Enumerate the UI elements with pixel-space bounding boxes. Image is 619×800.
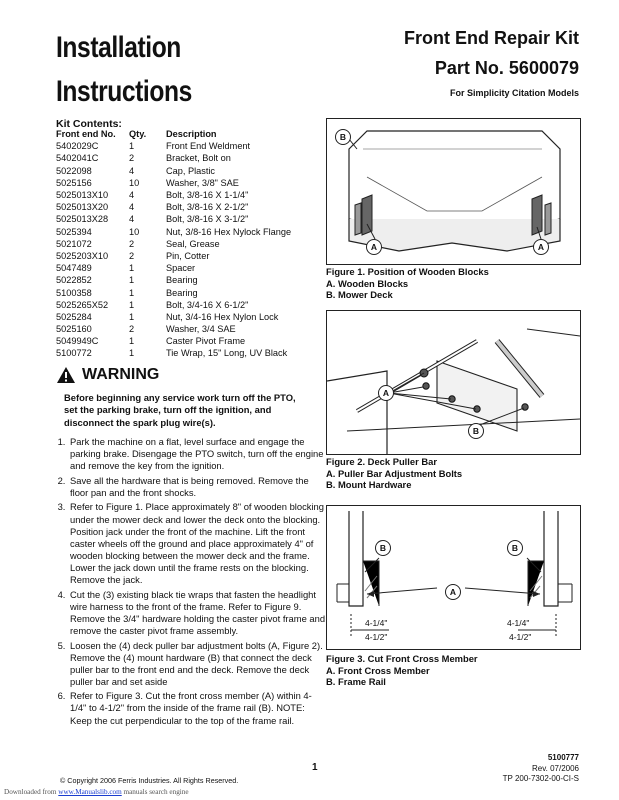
description-cell: Bearing <box>166 287 198 298</box>
callout-a-left: A <box>366 239 382 255</box>
quantity-cell: 10 <box>129 226 140 237</box>
part-number-cell: 5022852 <box>56 275 92 286</box>
warning-triangle-icon <box>56 366 76 384</box>
description-cell: Seal, Grease <box>166 238 220 249</box>
table-row <box>56 323 291 335</box>
col-desc-header: Description <box>166 129 217 140</box>
warning-text: Before beginning any service work turn off the PTO, set the parking brake, turn off the ignition, and disconnect the spark plug wire(s). <box>64 392 296 428</box>
table-row <box>56 165 291 177</box>
table-row <box>56 347 291 359</box>
manualslib-link[interactable]: www.Manualslib.com <box>58 788 122 796</box>
callout-b-right: B <box>507 540 523 556</box>
table-row <box>56 274 291 286</box>
part-number-cell: 5022098 <box>56 165 92 176</box>
table-row <box>56 250 291 262</box>
description-cell: Washer, 3/8" SAE <box>166 177 239 188</box>
copyright-notice: © Copyright 2006 Ferris Industries. All Rights Reserved. <box>60 776 239 785</box>
description-cell: Spacer <box>166 263 196 274</box>
quantity-cell: 2 <box>129 324 135 335</box>
col-qty-header: Qty. <box>129 129 147 140</box>
kit-contents-heading: Kit Contents: <box>56 118 122 130</box>
table-row <box>56 299 291 311</box>
figure-1-caption <box>326 266 489 301</box>
kit-contents-table <box>56 128 291 360</box>
revision-date: Rev. 07/2006 <box>532 763 579 773</box>
part-number-cell: 5025160 <box>56 324 92 335</box>
kit-name: Front End Repair Kit <box>404 28 579 48</box>
description-cell: Bolt, 3/8-16 X 3-1/2" <box>166 214 249 225</box>
dimension-left-top: 4-1/4" <box>365 618 388 628</box>
quantity-cell: 2 <box>129 250 135 261</box>
page-number: 1 <box>312 762 318 773</box>
description-cell: Bolt, 3/8-16 X 2-1/2" <box>166 202 249 213</box>
step-item: 6. Refer to Figure 3. Cut the front cross member (A) within 4-1/4" to 4-1/2" from the inside of the frame rail (B). NOTE: Keep the cut perpendicular to the top of the frame rail. <box>68 690 326 726</box>
step-item: 1. Park the machine on a flat, level surface and engage the parking brake. Disengage the PTO switch, turn off the engine and remove the key from the ignition. <box>68 436 326 472</box>
part-number-cell: 5021072 <box>56 238 92 249</box>
part-number-cell: 5025284 <box>56 311 92 322</box>
document-identifiers <box>503 753 579 785</box>
caption-title: Figure 2. Deck Puller Bar <box>326 456 437 467</box>
table-row <box>56 189 291 201</box>
description-cell: Nut, 3/4-16 Hex Nylon Lock <box>166 311 279 322</box>
callout-b-left: B <box>375 540 391 556</box>
table-row <box>56 238 291 250</box>
figure-2-caption <box>326 456 462 491</box>
download-notice <box>4 788 189 796</box>
title-line-1: Installation <box>56 31 181 64</box>
table-row <box>56 262 291 274</box>
description-cell: Tie Wrap, 15" Long, UV Black <box>166 348 288 359</box>
part-number-cell: 5100358 <box>56 287 92 298</box>
quantity-cell: 4 <box>129 202 135 213</box>
caption-line-a: A. Wooden Blocks <box>326 277 409 289</box>
part-number-cell: 5025265X52 <box>56 299 109 310</box>
quantity-cell: 1 <box>129 275 135 286</box>
part-number-cell: 5025203X10 <box>56 250 109 261</box>
part-number: Part No. 5600079 <box>434 58 579 78</box>
description-cell: Caster Pivot Frame <box>166 336 246 347</box>
quantity-cell: 1 <box>129 348 135 359</box>
caption-line-b: B. Mower Deck <box>326 289 393 301</box>
step-item: 5. Loosen the (4) deck puller bar adjustment bolts (A, Figure 2). Remove the (4) mount hardware (B) that connect the deck puller bar to the front end and the deck. Remove the deck puller bar and set aside <box>68 640 326 688</box>
step-item: 3. Refer to Figure 1. Place approximately 8" of wooden blocking under the mower deck and lower the deck onto the blocking. Position jack under the front of the machine. Lift the front caster wheels off the ground and place approximately 4" of wooden blocking between the mower deck and the frame. Lower the jack down until the frame rests on the blocking. Remove the jack. <box>68 501 326 586</box>
description-cell: Nut, 3/8-16 Hex Nylock Flange <box>166 226 292 237</box>
dimension-left-bottom: 4-1/2" <box>365 632 388 642</box>
part-number-cell: 5049949C <box>56 336 99 347</box>
figure-2-illustration <box>326 310 581 455</box>
table-row <box>56 213 291 225</box>
part-number-cell: 5025013X10 <box>56 190 109 201</box>
table-row <box>56 177 291 189</box>
caption-line-b: B. Mount Hardware <box>326 479 412 491</box>
dimension-right-bottom: 4-1/2" <box>509 632 532 642</box>
quantity-cell: 4 <box>129 190 135 201</box>
table-row <box>56 140 291 152</box>
figure-3-caption <box>326 653 478 688</box>
callout-a: A <box>445 584 461 600</box>
dimension-right-top: 4-1/4" <box>507 618 530 628</box>
part-number-cell: 5402029C <box>56 141 99 152</box>
table-row <box>56 335 291 347</box>
part-number-cell: 5025013X20 <box>56 202 109 213</box>
callout-a-right: A <box>533 239 549 255</box>
quantity-cell: 1 <box>129 263 135 274</box>
caption-line-a: A. Front Cross Member <box>326 664 430 676</box>
part-number-cell: 5025013X28 <box>56 214 109 225</box>
description-cell: Washer, 3/4 SAE <box>166 324 236 335</box>
title-line-2: Instructions <box>56 75 192 108</box>
table-row <box>56 286 291 298</box>
quantity-cell: 10 <box>129 177 140 188</box>
model-subtitle: For Simplicity Citation Models <box>449 88 579 98</box>
callout-a: A <box>378 385 394 401</box>
callout-b: B <box>335 129 351 145</box>
table-row <box>56 311 291 323</box>
quantity-cell: 2 <box>129 238 135 249</box>
caption-line-a: A. Puller Bar Adjustment Bolts <box>326 467 463 479</box>
table-row <box>56 226 291 238</box>
caption-title: Figure 3. Cut Front Cross Member <box>326 653 478 664</box>
quantity-cell: 4 <box>129 165 135 176</box>
quantity-cell: 4 <box>129 214 135 225</box>
step-item: 2. Save all the hardware that is being removed. Remove the floor pan and the front shocks. <box>68 475 326 499</box>
quantity-cell: 1 <box>129 141 135 152</box>
table-row <box>56 201 291 213</box>
callout-b: B <box>468 423 484 439</box>
document-title <box>56 26 192 114</box>
figure-1-illustration <box>326 118 581 265</box>
figure-3-illustration <box>326 505 581 650</box>
quantity-cell: 1 <box>129 299 135 310</box>
description-cell: Pin, Cotter <box>166 250 210 261</box>
download-suffix: manuals search engine <box>123 788 189 796</box>
step-item: 4. Cut the (3) existing black tie wraps that fasten the headlight wire harness to the front of the frame. Refer to Figure 9. Remove the 3/4" hardware holding the caster pivot frame and remove the caster pivot frame assembly. <box>68 589 326 637</box>
description-cell: Bearing <box>166 275 198 286</box>
quantity-cell: 1 <box>129 336 135 347</box>
description-cell: Bolt, 3/8-16 X 1-1/4" <box>166 190 249 201</box>
download-prefix: Downloaded from <box>4 788 57 796</box>
instruction-steps <box>56 436 326 729</box>
part-number-cell: 5025394 <box>56 226 92 237</box>
description-cell: Bolt, 3/4-16 X 6-1/2" <box>166 299 249 310</box>
description-cell: Cap, Plastic <box>166 165 216 176</box>
part-number-cell: 5025156 <box>56 177 92 188</box>
warning-title: WARNING <box>82 366 160 383</box>
quantity-cell: 2 <box>129 153 135 164</box>
document-number: 5100777 <box>547 753 579 762</box>
warning-heading <box>56 366 159 384</box>
tp-number: TP 200-7302-00-CI-S <box>502 774 579 783</box>
part-number-cell: 5047489 <box>56 263 92 274</box>
quantity-cell: 1 <box>129 311 135 322</box>
caption-line-b: B. Frame Rail <box>326 676 386 688</box>
description-cell: Front End Weldment <box>166 141 251 152</box>
part-number-cell: 5100772 <box>56 348 92 359</box>
part-number-cell: 5402041C <box>56 153 99 164</box>
quantity-cell: 1 <box>129 287 135 298</box>
caption-title: Figure 1. Position of Wooden Blocks <box>326 266 489 277</box>
table-row <box>56 152 291 164</box>
col-part-header: Front end No. <box>56 129 116 140</box>
description-cell: Bracket, Bolt on <box>166 153 231 164</box>
table-header-row <box>56 128 291 140</box>
